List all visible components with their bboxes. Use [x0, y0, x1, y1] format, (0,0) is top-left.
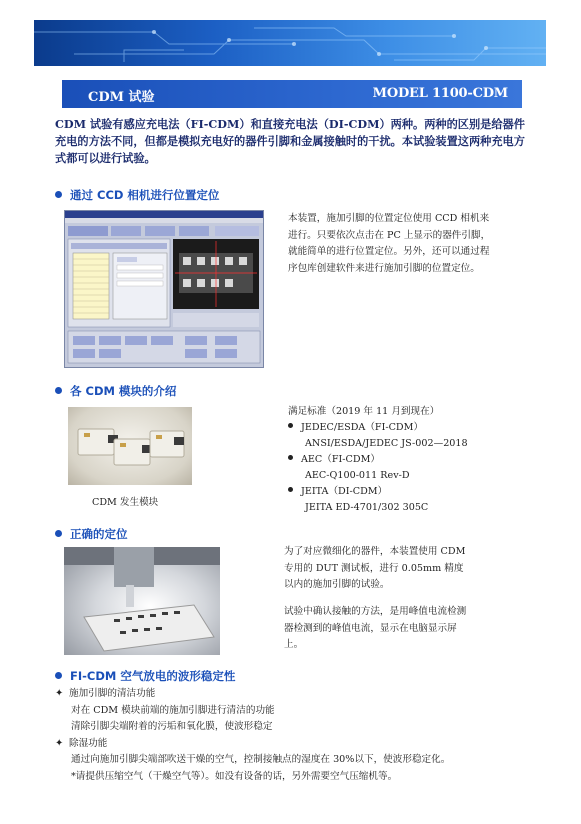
standard-item: JEITA（DI-CDM） [288, 484, 468, 500]
software-ui-image [65, 223, 263, 367]
header-banner [34, 20, 546, 66]
model-number: MODEL 1100-CDM [372, 86, 508, 101]
circuit-pattern-decoration [34, 20, 546, 66]
standard-item: JEDEC/ESDA（FI-CDM） [288, 420, 468, 436]
positioning-description-2: 试验中确认接触的方法，是用峰值电流检测器检测到的峰值电流，显示在电脑显示屏上。 [284, 606, 467, 650]
positioning-description-1: 为了对应微细化的器件，本装置使用 CDM 专用的 DUT 测试板，进行 0.05mm 精度以内的施加引脚的试验。 [284, 546, 466, 590]
bullet-icon [55, 530, 62, 537]
bullet-icon [55, 672, 62, 679]
ccd-description: 本装置，施加引脚的位置定位使用 CCD 相机来进行。只要依次点击在 PC 上显示的器件引脚，就能简单的进行位置定位。另外，还可以通过程序包库创建软件来进行施加引脚的位置定位。 [288, 213, 491, 274]
diamond-bullet-icon: ✦ [55, 737, 64, 749]
title-bar [62, 80, 522, 108]
standard-doc: AEC-Q100-011 Rev-D [305, 470, 410, 481]
bullet-icon [55, 191, 62, 198]
section-heading-ccd [55, 187, 219, 203]
feature-line: 通过向施加引脚尖端部吹送干燥的空气，控制接触点的湿度在 30%以下，使波形稳定化。 [71, 754, 451, 765]
cdm-module-photo [68, 407, 192, 485]
feature-line: 清除引脚尖端附着的污垢和氧化膜，使波形稳定 [71, 721, 273, 732]
intro-paragraph: CDM 试验有感应充电法（FI-CDM）和直接充电法（DI-CDM）两种。两种的区别是给器件充电的方法不同，但都是模拟充电好的器件引脚和金属接触时的干扰。本试验装置这两种充电方式都可以进行试验。 [55, 117, 525, 165]
section-heading-waveform [55, 668, 235, 684]
section-heading-text: FI-CDM 空气放电的波形稳定性 [70, 669, 236, 683]
page-title: CDM 试验 [88, 90, 155, 105]
feature-note: *请提供压缩空气（干燥空气等）。如没有设备的话，另外需要空气压缩机等。 [71, 770, 398, 782]
feature-title: ✦ 除湿功能 [55, 736, 535, 753]
cdm-module-image [68, 407, 192, 485]
standard-item: AEC（FI-CDM） [288, 452, 468, 468]
standards-list [288, 404, 468, 516]
section-heading-text: 正确的定位 [70, 527, 128, 541]
section-heading-text: 各 CDM 模块的介绍 [70, 384, 177, 398]
standard-doc: JEITA ED-4701/302 305C [305, 502, 429, 513]
feature-title: ✦ 施加引脚的清洁功能 [55, 686, 535, 703]
software-screenshot [64, 210, 264, 368]
dut-board-image [64, 547, 220, 655]
dut-board-photo [64, 547, 220, 655]
standard-doc: ANSI/ESDA/JEDEC JS-002—2018 [305, 438, 468, 449]
section-heading-modules [55, 383, 176, 399]
section-heading-positioning [55, 526, 128, 542]
bullet-icon [55, 387, 62, 394]
standards-title: 满足标准（2019 年 11 月到现在） [288, 406, 440, 417]
module-photo-caption: CDM 发生模块 [92, 497, 159, 508]
section-heading-text: 通过 CCD 相机进行位置定位 [70, 188, 220, 202]
feature-line: 对在 CDM 模块前端的施加引脚进行清洁的功能 [71, 704, 275, 716]
diamond-bullet-icon: ✦ [55, 688, 64, 699]
waveform-features [55, 686, 535, 785]
